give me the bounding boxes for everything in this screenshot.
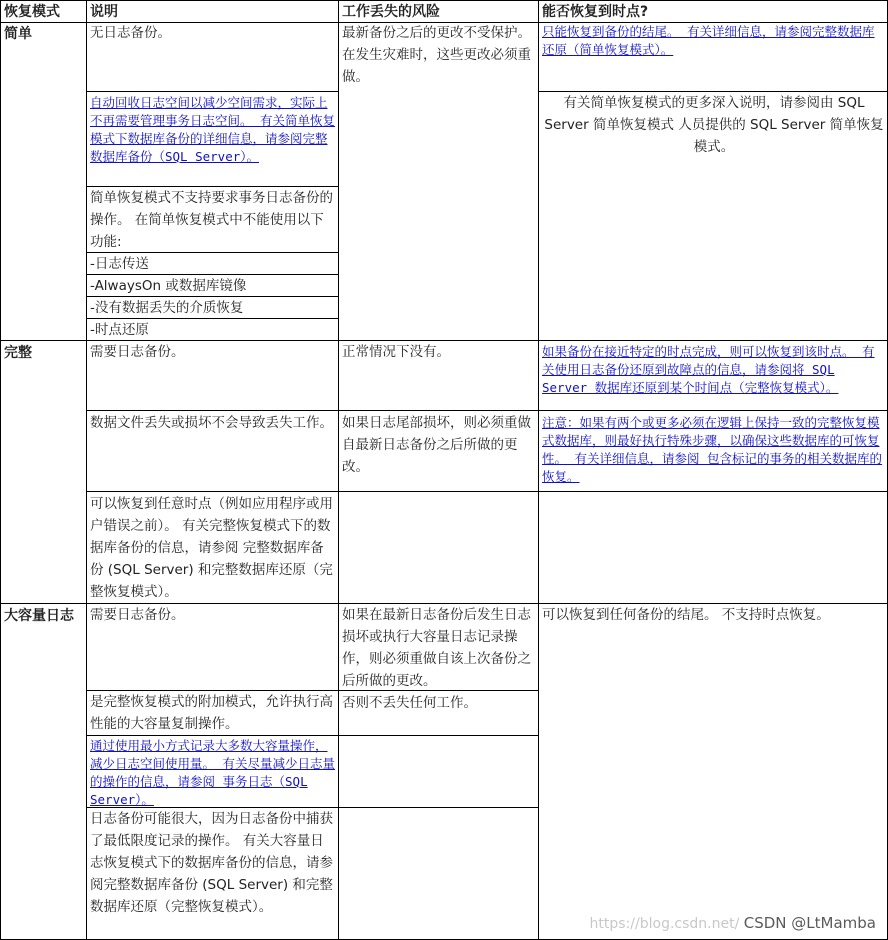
bulk-desc-large-log-backups: 日志备份可能很大，因为日志备份中捕获了最低限度记录的操作。 有关大容量日志恢复模式下的数据库备份的信息，请参阅完整数据库备份 (SQL Server) 和完整数据库还原（完整恢复模式）。: [90, 811, 333, 915]
grid-line: [0, 340, 888, 341]
grid-line: [338, 735, 538, 736]
mode-bulk-logged: 大容量日志: [4, 608, 74, 624]
simple-desc-no-log-backup: 无日志备份。: [90, 25, 171, 41]
grid-line: [538, 0, 539, 940]
full-desc-any-point: 可以恢复到任意时点（例如应用程序或用户错误之前）。 有关完整恢复模式下的数据库备份的信息，请参阅 完整数据库备份 (SQL Server) 和完整数据库还原（完整恢复模式）。: [90, 496, 333, 600]
grid-line: [0, 0, 1, 940]
grid-line: [86, 274, 338, 275]
grid-line: [86, 807, 338, 808]
simple-feature-point-in-time: -时点还原: [90, 322, 149, 338]
mode-simple: 简单: [4, 26, 32, 42]
full-desc-log-backup-required: 需要日志备份。: [90, 344, 185, 360]
grid-line: [86, 410, 338, 411]
bulk-risk-otherwise: 否则不丢失任何工作。: [342, 695, 477, 711]
grid-line: [86, 735, 338, 736]
grid-line: [86, 91, 338, 92]
full-risk-normal: 正常情况下没有。: [342, 344, 450, 360]
watermark: [590, 914, 876, 932]
grid-line: [86, 690, 338, 691]
header-work-loss-risk: 工作丢失的风险: [342, 4, 440, 20]
bulk-desc-minimal-logging-link[interactable]: 通过使用最小方式记录大多数大容量操作，减少日志空间使用量。 有关尽量减少日志量的操作的信息，请参阅 事务日志（SQL Server）。: [90, 738, 336, 807]
header-point-in-time: 能否恢复到时点?: [542, 4, 649, 20]
bulk-risk-damaged: 如果在最新日志备份后发生日志损坏或执行大容量日志记录操作，则必须重做自该上次备份之后所做的更改。: [342, 607, 531, 689]
grid-line: [338, 0, 339, 940]
full-desc-no-loss: 数据文件丢失或损坏不会导致丢失工作。: [90, 415, 333, 431]
grid-line: [338, 410, 538, 411]
simple-feature-media-recovery: -没有数据丢失的介质恢复: [90, 300, 244, 316]
full-restore-note-link[interactable]: 注意：如果有两个或更多必须在逻辑上保持一致的完整恢复模式数据库，则最好执行特殊步骤，以确保这些数据库的可恢复性。 有关详细信息，请参阅 包含标记的事务的相关数据库的恢复。: [542, 415, 883, 484]
header-description: 说明: [90, 4, 118, 20]
grid-line: [338, 807, 538, 808]
grid-line: [538, 410, 888, 411]
watermark-url: https://blog.csdn.net/: [589, 916, 740, 932]
simple-risk: 最新备份之后的更改不受保护。 在发生灾难时，这些更改必须重做。: [342, 25, 531, 85]
simple-desc-unsupported: 简单恢复模式不支持要求事务日志备份的操作。 在简单恢复模式中不能使用以下功能:: [90, 190, 333, 250]
grid-line: [86, 318, 338, 319]
bulk-restore: 可以恢复到任何备份的结尾。 不支持时点恢复。: [542, 607, 830, 623]
grid-line: [0, 0, 888, 1]
grid-line: [538, 491, 888, 492]
simple-restore-more-info: 有关简单恢复模式的更多深入说明，请参阅由 SQL Server 简单恢复模式 人员提供的 SQL Server 简单恢复模式。: [544, 95, 884, 155]
grid-line: [0, 603, 888, 604]
mode-full: 完整: [4, 345, 32, 361]
grid-line: [338, 491, 538, 492]
bulk-desc-adjunct: 是完整恢复模式的附加模式，允许执行高性能的大容量复制操作。: [90, 694, 333, 732]
grid-line: [86, 491, 338, 492]
simple-restore-link[interactable]: 只能恢复到备份的结尾。 有关详细信息，请参阅完整数据库还原（简单恢复模式）。: [542, 24, 875, 57]
full-restore-link[interactable]: 如果备份在接近特定的时点完成，则可以恢复到该时点。 有关使用日志备份还原到故障点的信息，请参阅将 SQL Server 数据库还原到某个时间点（完整恢复模式）。: [542, 344, 875, 395]
grid-line: [0, 22, 888, 23]
header-recovery-mode: 恢复模式: [4, 4, 60, 20]
full-risk-tail-damaged: 如果日志尾部损坏，则必须重做自最新日志备份之后所做的更改。: [342, 415, 531, 475]
simple-feature-log-shipping: -日志传送: [90, 256, 149, 272]
bulk-desc-log-backup-required: 需要日志备份。: [90, 607, 185, 623]
simple-desc-log-space-link[interactable]: 自动回收日志空间以减少空间需求，实际上不再需要管理事务日志空间。 有关简单恢复模式下数据库备份的详细信息，请参阅完整数据库备份（SQL Server）。: [90, 95, 336, 164]
grid-line: [86, 0, 87, 940]
grid-line: [538, 91, 888, 92]
grid-line: [86, 296, 338, 297]
simple-feature-alwayson: -AlwaysOn 或数据库镜像: [90, 278, 247, 294]
grid-line: [86, 186, 338, 187]
grid-line: [338, 690, 538, 691]
watermark-author: CSDN @LtMamba: [743, 914, 876, 932]
grid-line: [86, 252, 338, 253]
